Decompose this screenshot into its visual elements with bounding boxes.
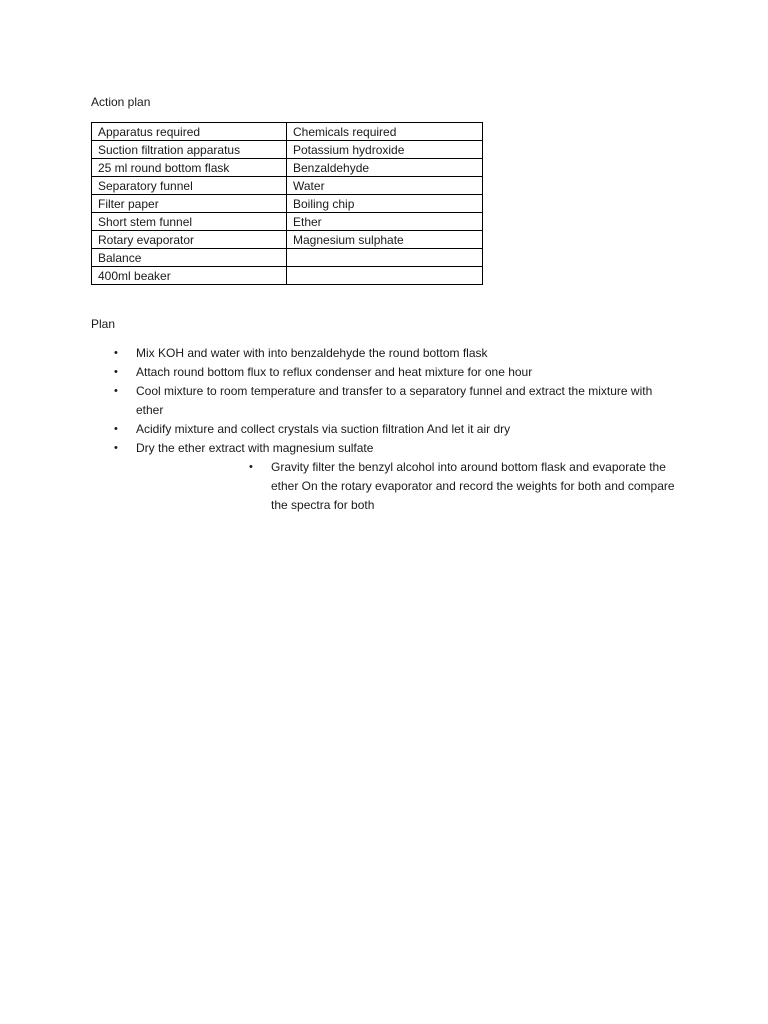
- bullet-icon: •: [114, 366, 118, 378]
- plan-item-acidify: [0, 420, 676, 439]
- table-row: [92, 249, 483, 267]
- plan-list: [0, 344, 768, 515]
- table-row: [92, 123, 483, 141]
- apparatus-cell: Rotary evaporator: [92, 231, 287, 249]
- plan-item-text: Attach round bottom flux to reflux condenser and heat mixture for one hour: [136, 365, 533, 379]
- apparatus-cell: 25 ml round bottom flask: [92, 159, 287, 177]
- plan-item-gravity-filter: [0, 458, 681, 515]
- apparatus-cell: Suction filtration apparatus: [92, 141, 287, 159]
- bullet-icon: •: [114, 347, 118, 359]
- chemical-cell: Magnesium sulphate: [287, 231, 483, 249]
- plan-item-text: Acidify mixture and collect crystals via suction filtration And let it air dry: [136, 422, 511, 436]
- plan-item-mix: [0, 344, 676, 363]
- table-header-apparatus: Apparatus required: [92, 123, 287, 141]
- table-row: [92, 267, 483, 285]
- bullet-icon: •: [114, 423, 118, 435]
- table-row: [92, 177, 483, 195]
- chemical-cell: Water: [287, 177, 483, 195]
- bullet-icon: •: [114, 442, 118, 454]
- apparatus-cell: Separatory funnel: [92, 177, 287, 195]
- chemical-cell: Ether: [287, 213, 483, 231]
- plan-heading: Plan: [91, 317, 116, 331]
- chemical-cell: Boiling chip: [287, 195, 483, 213]
- plan-item-extract: [0, 382, 676, 420]
- chemical-cell: Benzaldehyde: [287, 159, 483, 177]
- plan-item-text: Gravity filter the benzyl alcohol into around bottom flask and evaporate the ether On the rotary evaporator and record the weights for both and compare the spectra for both: [271, 460, 675, 512]
- apparatus-cell: Filter paper: [92, 195, 287, 213]
- chemical-cell: Potassium hydroxide: [287, 141, 483, 159]
- plan-item-dry: [0, 439, 676, 458]
- apparatus-cell: Short stem funnel: [92, 213, 287, 231]
- bullet-icon: •: [114, 385, 118, 397]
- action-plan-heading: Action plan: [91, 95, 151, 109]
- apparatus-cell: 400ml beaker: [92, 267, 287, 285]
- chemical-cell: [287, 267, 483, 285]
- plan-item-reflux: [0, 363, 676, 382]
- table-row: [92, 159, 483, 177]
- table-header-chemicals: Chemicals required: [287, 123, 483, 141]
- table-row: [92, 141, 483, 159]
- plan-item-text: Dry the ether extract with magnesium sulfate: [136, 441, 374, 455]
- table-row: [92, 231, 483, 249]
- requirements-table: [91, 122, 483, 285]
- bullet-icon: •: [249, 461, 253, 473]
- chemical-cell: [287, 249, 483, 267]
- plan-item-text: Mix KOH and water with into benzaldehyde the round bottom flask: [136, 346, 488, 360]
- plan-item-text: Cool mixture to room temperature and transfer to a separatory funnel and extract the mixture with ether: [136, 384, 653, 417]
- table-row: [92, 195, 483, 213]
- table-row: [92, 213, 483, 231]
- apparatus-cell: Balance: [92, 249, 287, 267]
